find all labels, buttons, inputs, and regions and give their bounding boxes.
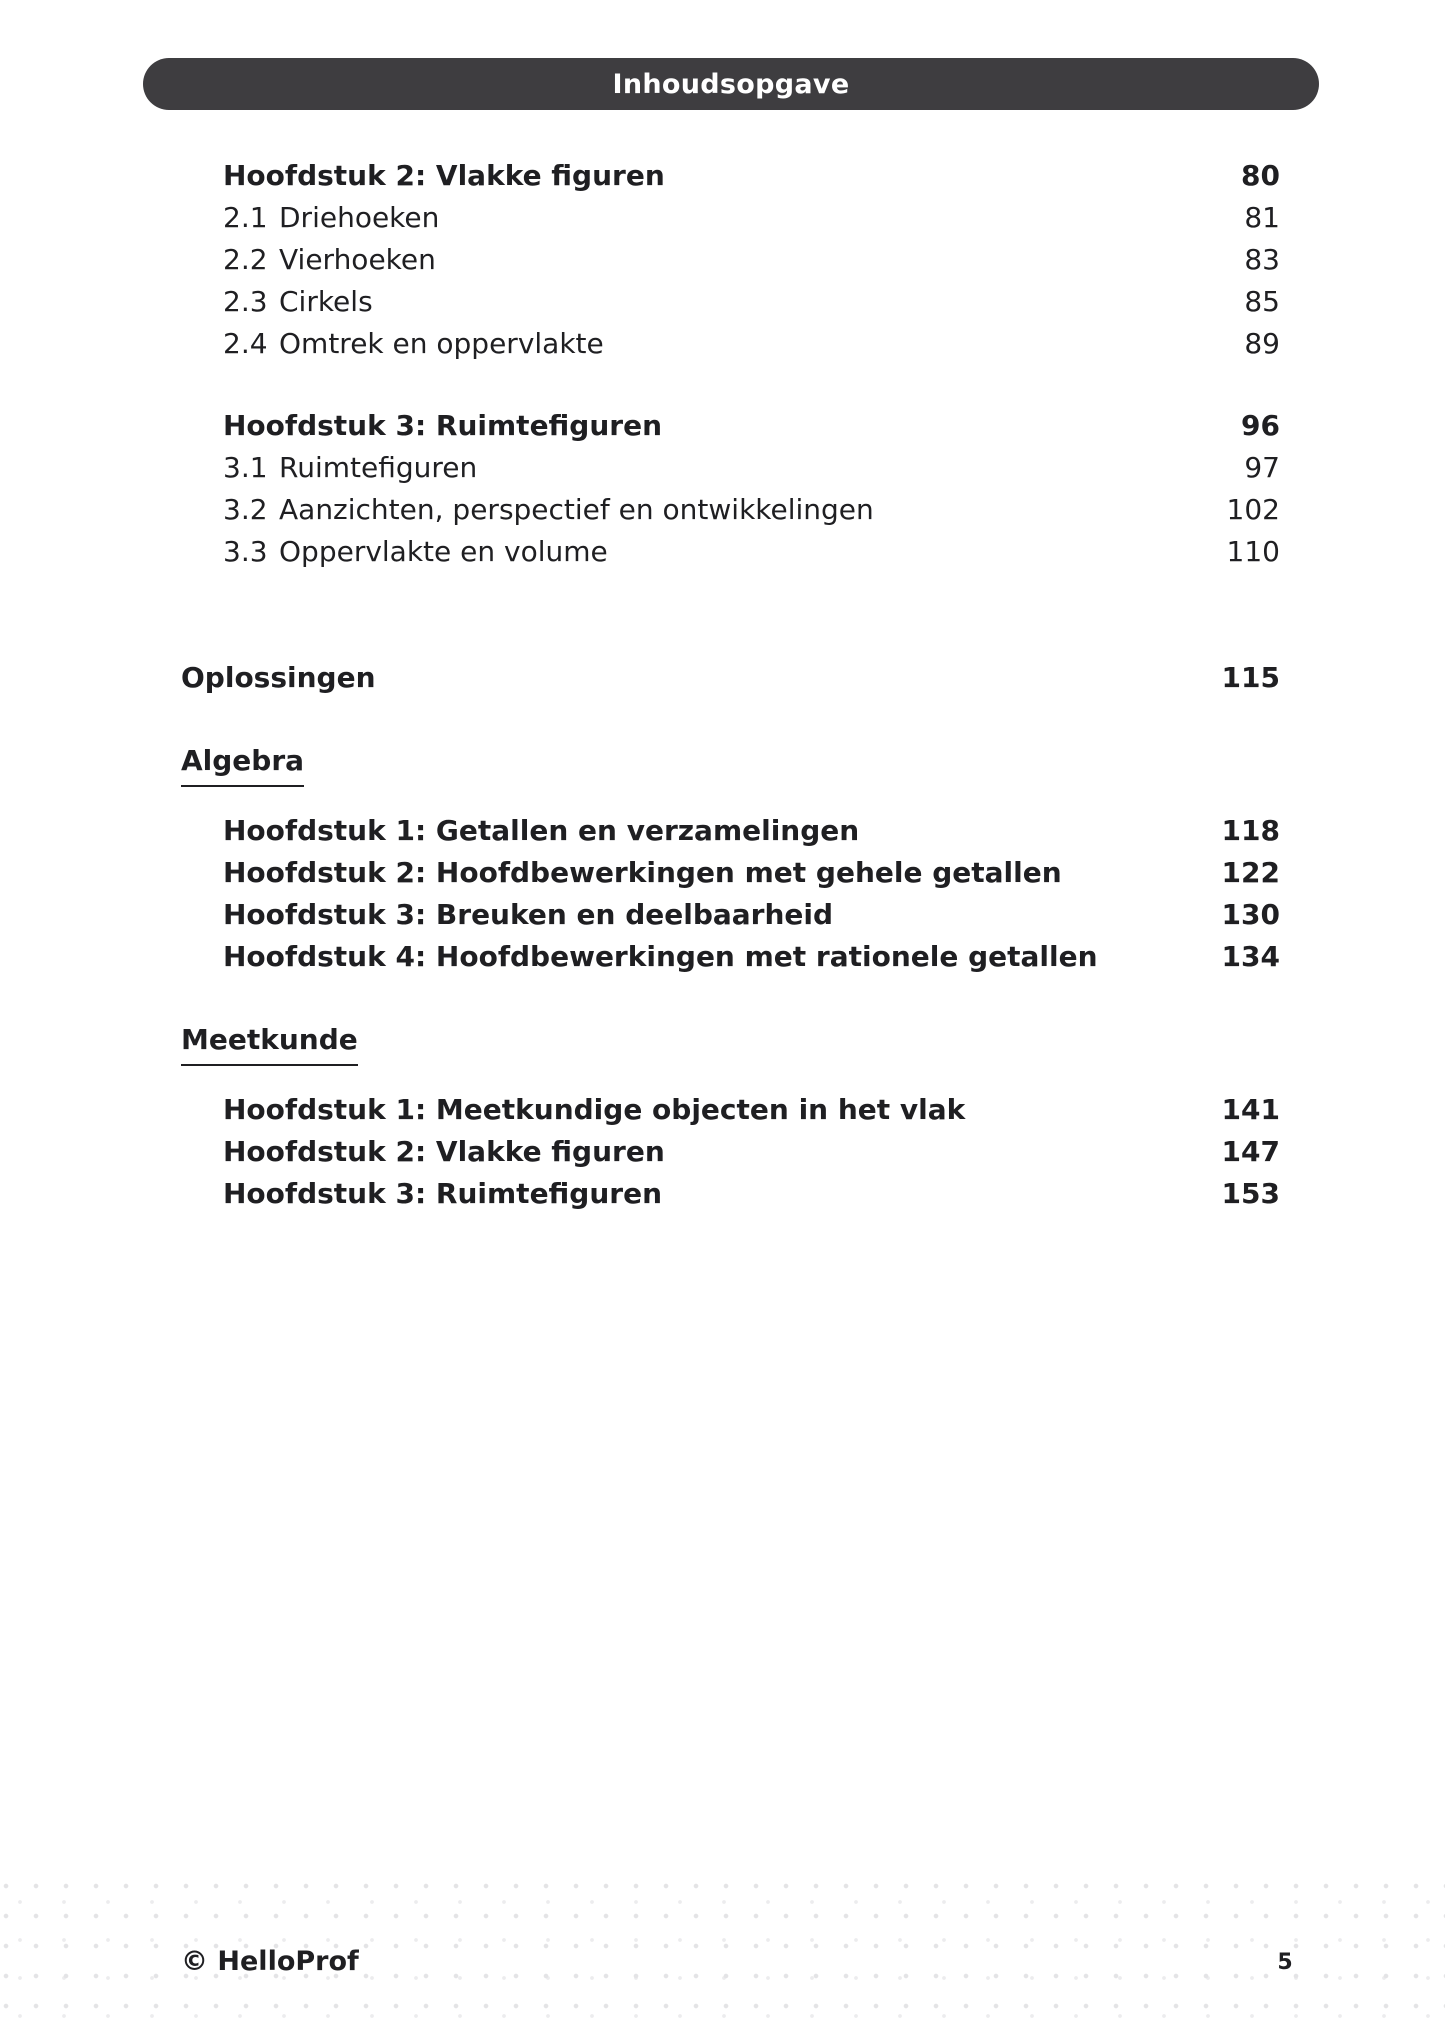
toc-section-title: Vierhoeken	[279, 243, 436, 276]
toc-section-row[interactable]	[223, 450, 1280, 486]
toc-chapter-row[interactable]	[223, 939, 1280, 975]
toc-page-number: 134	[1221, 940, 1280, 973]
toc-section-row[interactable]	[223, 284, 1280, 320]
toc-chapter-row[interactable]	[223, 1134, 1280, 1170]
toc-section-number: 2.4	[223, 327, 268, 360]
toc-section-row[interactable]	[223, 242, 1280, 278]
toc-section-number: 2.3	[223, 285, 268, 318]
toc-chapter-title: Hoofdstuk 4: Hoofdbewerkingen met rationele getallen	[223, 940, 1098, 973]
toc-chapter-title: Hoofdstuk 2: Vlakke figuren	[223, 1135, 665, 1168]
toc-chapter-title: Hoofdstuk 2: Vlakke figuren	[223, 159, 665, 192]
toc-chapter-row[interactable]	[223, 1176, 1280, 1212]
toc-chapter-row[interactable]	[223, 855, 1280, 891]
toc-header	[143, 58, 1319, 110]
toc-chapter-title: Hoofdstuk 3: Breuken en deelbaarheid	[223, 898, 834, 931]
toc-title: Inhoudsopgave	[612, 68, 850, 100]
toc-part-title: Oplossingen	[181, 661, 376, 694]
copyright: © HelloProf	[181, 1946, 359, 1977]
toc-page-number: 118	[1221, 814, 1280, 847]
toc-section-number: 2.2	[223, 243, 268, 276]
toc-chapter-row[interactable]	[223, 813, 1280, 849]
toc-page-number: 80	[1241, 159, 1280, 192]
section-heading-algebra: Algebra	[181, 743, 304, 787]
toc-section-number: 3.3	[223, 535, 268, 568]
toc-chapter-title: Hoofdstuk 3: Ruimtefiguren	[223, 1177, 663, 1210]
toc-page-number: 115	[1221, 661, 1280, 694]
toc-section-row[interactable]	[223, 492, 1280, 528]
toc-page-number: 89	[1244, 327, 1280, 360]
toc-chapter-title: Hoofdstuk 2: Hoofdbewerkingen met gehele getallen	[223, 856, 1062, 889]
toc-chapter-row[interactable]	[223, 1092, 1280, 1128]
page-number: 5	[1277, 1950, 1293, 1975]
toc-section-title: Ruimtefiguren	[279, 451, 478, 484]
toc-section-number: 3.1	[223, 451, 268, 484]
section-heading-meetkunde: Meetkunde	[181, 1022, 358, 1066]
toc-chapter-title: Hoofdstuk 1: Getallen en verzamelingen	[223, 814, 860, 847]
toc-section-title: Aanzichten, perspectief en ontwikkelingen	[279, 493, 874, 526]
toc-page-number: 97	[1244, 451, 1280, 484]
toc-page-number: 85	[1244, 285, 1280, 318]
toc-section-row[interactable]	[223, 534, 1280, 570]
toc-section-title: Omtrek en oppervlakte	[279, 327, 604, 360]
toc-page-number: 83	[1244, 243, 1280, 276]
toc-oplossingen-row[interactable]	[181, 660, 1280, 696]
toc-section-number: 2.1	[223, 201, 268, 234]
toc-page-number: 153	[1221, 1177, 1280, 1210]
toc-page-number: 96	[1241, 409, 1280, 442]
toc-section-title: Driehoeken	[279, 201, 440, 234]
toc-chapter-title: Hoofdstuk 1: Meetkundige objecten in het vlak	[223, 1093, 966, 1126]
toc-section-title: Cirkels	[279, 285, 373, 318]
toc-page-number: 130	[1221, 898, 1280, 931]
toc-section-title: Oppervlakte en volume	[279, 535, 608, 568]
toc-section-row[interactable]	[223, 200, 1280, 236]
toc-page-number: 141	[1221, 1093, 1280, 1126]
toc-section-number: 3.2	[223, 493, 268, 526]
toc-chapter-row[interactable]	[223, 158, 1280, 194]
toc-page-number: 147	[1221, 1135, 1280, 1168]
toc-page-number: 122	[1221, 856, 1280, 889]
toc-section-row[interactable]	[223, 326, 1280, 362]
toc-page-number: 102	[1226, 493, 1280, 526]
toc-chapter-row[interactable]	[223, 408, 1280, 444]
toc-chapter-title: Hoofdstuk 3: Ruimtefiguren	[223, 409, 663, 442]
toc-page-number: 81	[1244, 201, 1280, 234]
toc-page-number: 110	[1226, 535, 1280, 568]
toc-chapter-row[interactable]	[223, 897, 1280, 933]
